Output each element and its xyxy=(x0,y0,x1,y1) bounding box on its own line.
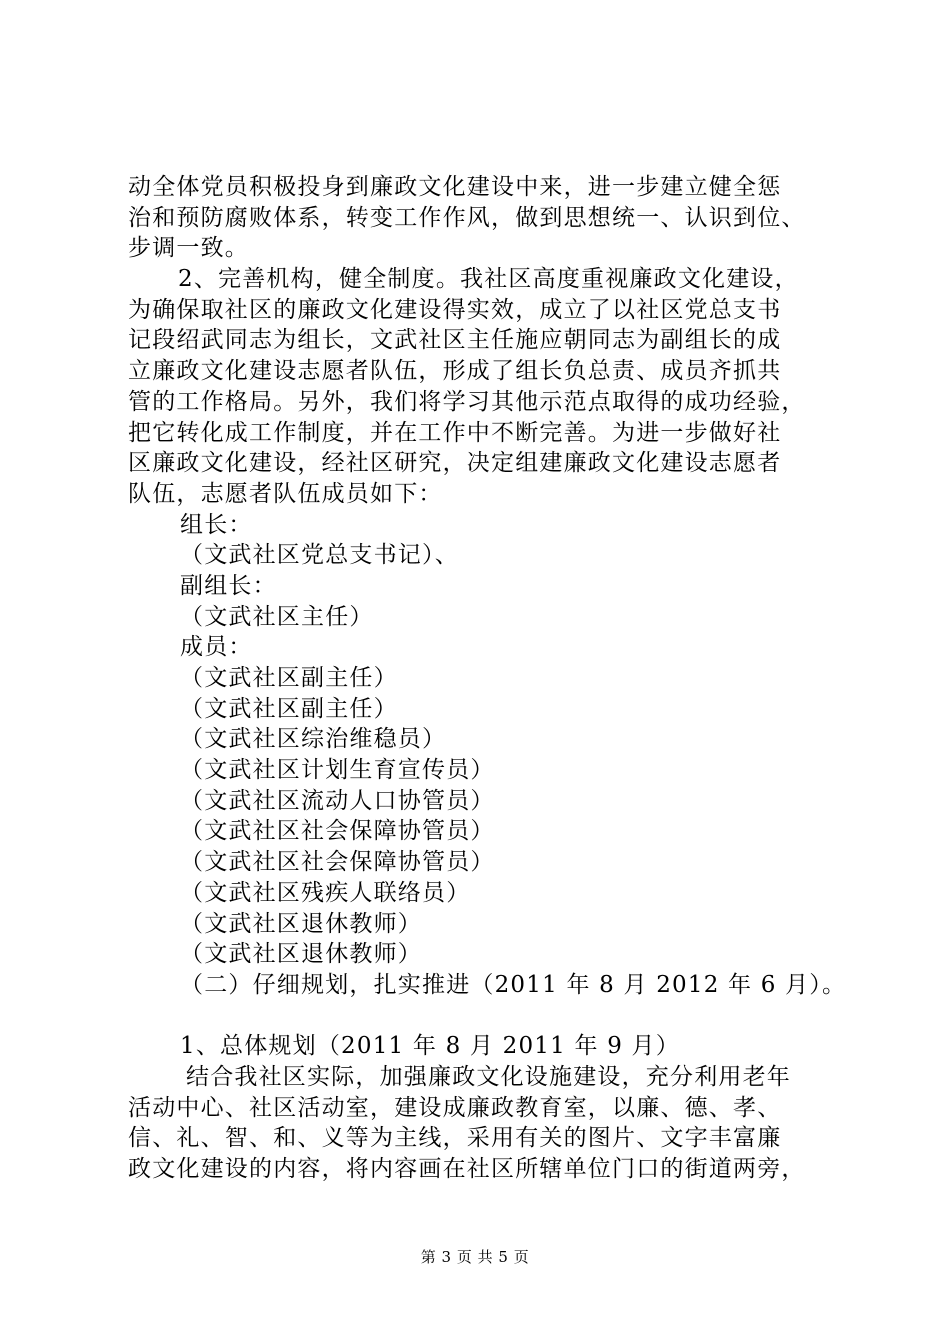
member-entry: （文武社区残疾人联络员） xyxy=(180,879,471,906)
text-line: 记段绍武同志为组长，文武社区主任施应朝同志为副组长的成 xyxy=(128,327,782,354)
member-entry: （文武社区流动人口协管员） xyxy=(180,787,495,814)
text-line: 动全体党员积极投身到廉政文化建设中来，进一步建立健全惩 xyxy=(128,174,782,200)
text-line: 2、完善机构，健全制度。我社区高度重视廉政文化建设， xyxy=(178,266,799,293)
text-line: 政文化建设的内容，将内容画在社区所辖单位门口的街道两旁， xyxy=(128,1156,806,1182)
text-line: 活动中心、社区活动室，建设成廉政教育室，以廉、德、孝、 xyxy=(128,1094,782,1121)
member-entry: （文武社区社会保障协管员） xyxy=(180,818,495,845)
text-line: 立廉政文化建设志愿者队伍，形成了组长负总责、成员齐抓共 xyxy=(128,358,782,385)
member-entry: （文武社区计划生育宣传员） xyxy=(180,757,495,784)
role-label: 组长： xyxy=(180,511,253,538)
role-label: 成员： xyxy=(180,634,253,661)
member-entry: （文武社区副主任） xyxy=(180,665,398,691)
text-line: 治和预防腐败体系，转变工作作风，做到思想统一、认识到位、 xyxy=(128,204,806,231)
text-line: 队伍，志愿者队伍成员如下： xyxy=(128,480,443,507)
member-entry: （文武社区综治维稳员） xyxy=(180,726,447,753)
member-entry: （文武社区副主任） xyxy=(180,695,398,722)
text-line: 步调一致。 xyxy=(128,235,249,262)
text-line: 管的工作格局。另外，我们将学习其他示范点取得的成功经验， xyxy=(128,388,806,415)
member-entry: （文武社区退休教师） xyxy=(180,910,422,937)
text-line: 把它转化成工作制度，并在工作中不断完善。为进一步做好社 xyxy=(128,419,782,446)
text-line: 结合我社区实际，加强廉政文化设施建设，充分利用老年 xyxy=(186,1063,791,1090)
document-body xyxy=(128,172,847,1185)
member-entry: （文武社区主任） xyxy=(180,603,374,630)
text-line: 为确保取社区的廉政文化建设得实效，成立了以社区党总支书 xyxy=(128,296,782,323)
member-entry: （文武社区党总支书记）、 xyxy=(180,542,459,569)
text-line: 区廉政文化建设，经社区研究，决定组建廉政文化建设志愿者 xyxy=(128,450,782,477)
section-heading: （二）仔细规划，扎实推进（2011 年 8 月 2012 年 6 月）。 xyxy=(180,971,847,998)
subsection-heading: 1、总体规划（2011 年 8 月 2011 年 9 月） xyxy=(180,1033,680,1060)
blank-line xyxy=(128,1001,840,1032)
role-label: 副组长： xyxy=(180,572,277,599)
text-line: 信、礼、智、和、义等为主线，采用有关的图片、文字丰富廉 xyxy=(128,1125,782,1152)
member-entry: （文武社区退休教师） xyxy=(180,941,422,968)
page-number-footer: 第 3 页 共 5 页 xyxy=(420,1248,530,1266)
member-entry: （文武社区社会保障协管员） xyxy=(180,849,495,876)
